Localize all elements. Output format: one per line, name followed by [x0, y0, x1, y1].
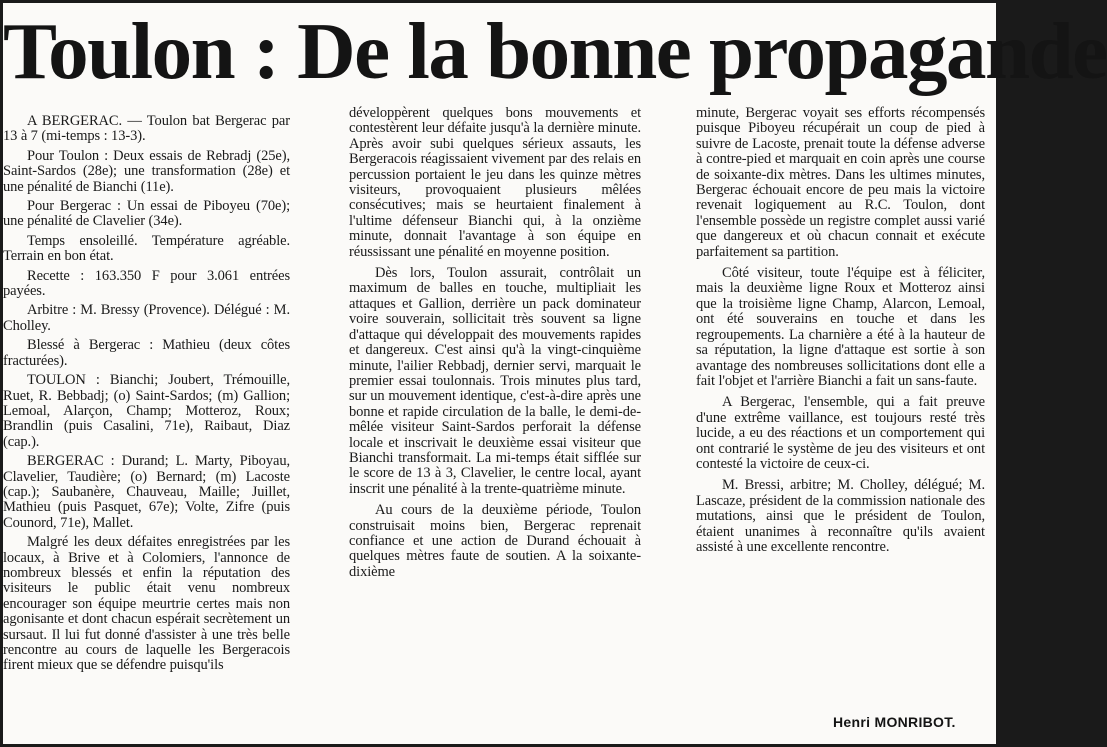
weather-info: Temps ensoleillé. Température agréable. Terrain en bon état.	[3, 232, 290, 265]
injuries: Blessé à Bergerac : Mathieu (deux côtes fracturées).	[3, 337, 290, 369]
author-signature: Henri MONRIBOT.	[833, 714, 956, 730]
headline: Toulon : De la bonne propagande	[3, 6, 1107, 96]
newspaper-clipping	[3, 3, 1107, 744]
article-paragraph: Malgré les deux défaites enregistrées par les locaux, à Brive et à Colomiers, l'annonce de nombreux blessés et enfin la réputation des visiteurs le public était venu nombreux encourager son équipe meurtrie certes mais non agonisante et dont chacun espérait secrètement un sursaut. Il lui fut donné d'assister à une très belle rencontre au cours de laquelle les Bergeracois firent mieux que se défendre puisqu'ils	[3, 534, 290, 674]
article-paragraph: développèrent quelques bons mouvements et contestèrent leur défaite jusqu'à la dernière minute. Après avoir subi quelques sérieux assauts, les Bergeracois réagissaient vivement par des relais en percussion portaient le jeu dans les quinze mètres visiteurs, provoquaient plusieurs mêlées consécutives; mais se heurtaient finalement à l'ultime défenseur Bianchi qui, à la onzième minute, donnait l'avantage à son équipe en réussissant une pénalité en moyenne position.	[349, 105, 641, 260]
bergerac-scorers: Pour Bergerac : Un essai de Piboyeu (70e); une pénalité de Clavelier (34e).	[3, 198, 290, 230]
officials: Arbitre : M. Bressy (Provence). Délégué : M. Cholley.	[3, 302, 290, 334]
bergerac-lineup: BERGERAC : Durand; L. Marty, Piboyau, Clavelier, Taudière; (o) Bernard; (m) Lacoste (cap.); Saubanère, Chauveau, Maille; Juillet, Mathieu (puis Pasquet, 67e); Volte, Zifre (puis Counord, 71e), Mallet.	[3, 453, 290, 531]
article-paragraph: minute, Bergerac voyait ses efforts récompensés puisque Piboyeu récupérait un coup de pied à suivre de Lacoste, prenait toute la défense adverse à contre-pied et marquait en coin après une course de soixante-dix mètres. Dans les ultimes minutes, Bergerac échouait encore de peu mais la victoire revenait logiquement au R.C. Toulon, dont l'ensemble possède un registre complet aussi varié que dangereux et où chacun connait et exécute parfaitement sa partition.	[696, 105, 985, 260]
article-paragraph: A Bergerac, l'ensemble, qui a fait preuve d'une extrême vaillance, est toujours resté très lucide, a eu des réactions et un comportement qui ont contrarié le système de jeu des visiteurs et ont contesté la victoire de ceux-ci.	[696, 394, 985, 472]
article-column-3	[696, 106, 985, 561]
toulon-scorers: Pour Toulon : Deux essais de Rebradj (25e), Saint-Sardos (28e); une transformation (28e) et une pénalité de Bianchi (11e).	[3, 147, 290, 195]
article-paragraph: M. Bressi, arbitre; M. Cholley, délégué; M. Lascaze, président de la commission nationale des mutations, ainsi que le président de Toulon, étaient unanimes à reconnaître qu'ils avaient assisté à une excellente rencontre.	[696, 477, 985, 555]
article-paragraph: Dès lors, Toulon assurait, contrôlait un maximum de balles en touche, multipliait les attaques et Gallion, derrière un pack dominateur voire souverain, sollicitait très souvent sa ligne d'attaque qui développait des mouvements rapides et dangereux. C'est ainsi qu'à la vingt-cinquième minute, l'ailier Rebbadj, dernier servi, marquait le premier essai toulonnais. Trois minutes plus tard, sur un mouvement identique, c'est-à-dire après une bonne et rapide circulation de la balle, le demi-de-mêlée visiteur Saint-Sardos perforait la défense locale et inscrivait le deuxième essai visiteur que Bianchi transformait. La mi-temps était sifflée sur le score de 13 à 3, Clavelier, le centre local, ayant inscrit une pénalité à la trente-quatrième minute.	[349, 265, 641, 497]
article-column-1	[3, 114, 290, 678]
gate-receipts: Recette : 163.350 F pour 3.061 entrées payées.	[3, 267, 290, 300]
match-result: A BERGERAC. — Toulon bat Bergerac par 13 à 7 (mi-temps : 13-3).	[3, 113, 290, 145]
article-column-2	[349, 106, 641, 586]
toulon-lineup: TOULON : Bianchi; Joubert, Trémouille, Ruet, R. Bebbadj; (o) Saint-Sardos; (m) Gallion; Lemoal, Alarçon, Champ; Motteroz, Roux; Brandlin (puis Casalini, 71e), Raibaut, Diaz (cap.).	[3, 372, 290, 450]
article-paragraph: Au cours de la deuxième période, Toulon construisait moins bien, Bergerac reprenait confiance et une action de Durand échouait à quelques mètres faute de soutien. A la soixante-dixième	[349, 502, 641, 580]
article-paragraph: Côté visiteur, toute l'équipe est à féliciter, mais la deuxième ligne Roux et Motteroz ainsi que la troisième ligne Champ, Alarcon, Lemoal, ont été souverains en touche et dans les regroupements. La charnière a été à la hauteur de sa réputation, la ligne d'attaque est sortie à son avantage des nombreuses sollicitations dont elle a fait l'objet et l'arrière Bianchi a fait un sans-faute.	[696, 265, 985, 389]
